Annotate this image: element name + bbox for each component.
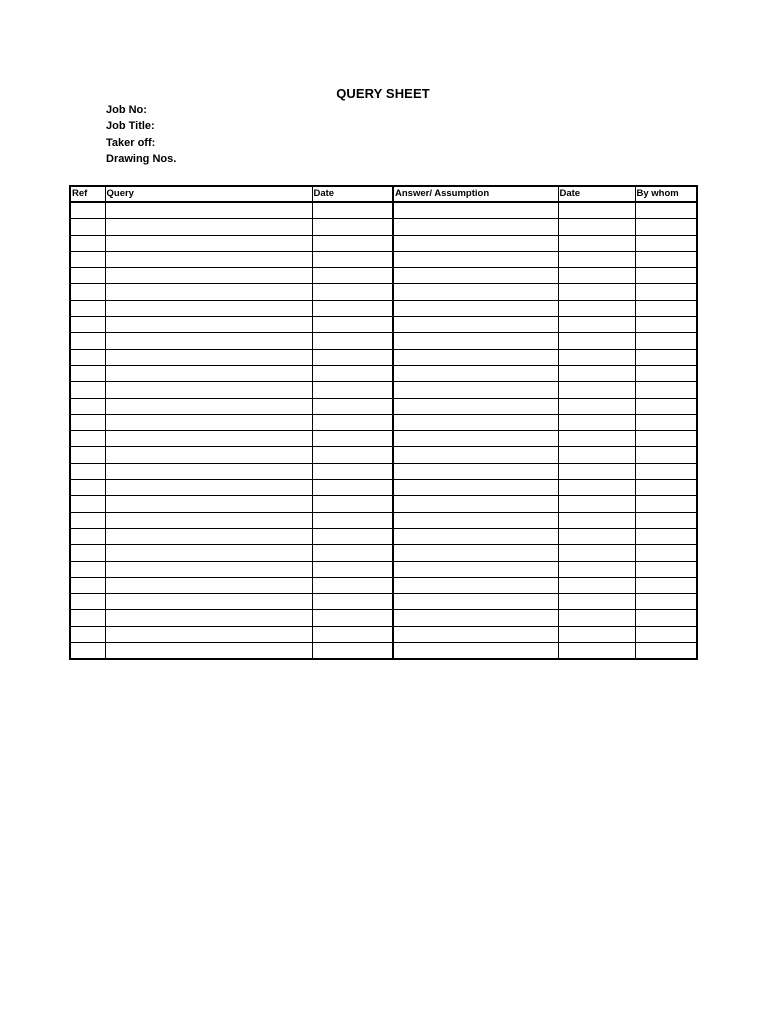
cell-by-whom[interactable] <box>635 626 697 642</box>
cell-query[interactable] <box>105 626 312 642</box>
table-row <box>70 333 697 349</box>
cell-date2[interactable] <box>558 594 635 610</box>
cell-date2[interactable] <box>558 414 635 430</box>
cell-query[interactable] <box>105 219 312 235</box>
cell-query[interactable] <box>105 496 312 512</box>
cell-answer[interactable] <box>393 496 558 512</box>
table-body <box>70 202 697 659</box>
cell-date[interactable] <box>312 594 393 610</box>
cell-answer[interactable] <box>393 365 558 381</box>
cell-by-whom[interactable] <box>635 610 697 626</box>
cell-date2[interactable] <box>558 349 635 365</box>
cell-date[interactable] <box>312 610 393 626</box>
cell-query[interactable] <box>105 317 312 333</box>
cell-query[interactable] <box>105 431 312 447</box>
job-title-label: Job Title: <box>106 120 155 133</box>
cell-query[interactable] <box>105 251 312 267</box>
cell-answer[interactable] <box>393 300 558 316</box>
cell-ref[interactable] <box>70 610 105 626</box>
table-row <box>70 528 697 544</box>
cell-query[interactable] <box>105 382 312 398</box>
table-row <box>70 643 697 660</box>
cell-ref[interactable] <box>70 251 105 267</box>
cell-by-whom[interactable] <box>635 300 697 316</box>
column-header-ref: Ref <box>70 186 105 202</box>
cell-date2[interactable] <box>558 561 635 577</box>
cell-date[interactable] <box>312 300 393 316</box>
cell-date[interactable] <box>312 512 393 528</box>
column-header-by-whom: By whom <box>635 186 697 202</box>
table-row <box>70 512 697 528</box>
cell-ref[interactable] <box>70 512 105 528</box>
cell-ref[interactable] <box>70 594 105 610</box>
cell-by-whom[interactable] <box>635 317 697 333</box>
cell-query[interactable] <box>105 349 312 365</box>
cell-date2[interactable] <box>558 251 635 267</box>
cell-date[interactable] <box>312 382 393 398</box>
cell-by-whom[interactable] <box>635 382 697 398</box>
cell-date2[interactable] <box>558 219 635 235</box>
cell-date[interactable] <box>312 365 393 381</box>
table-row <box>70 594 697 610</box>
cell-date[interactable] <box>312 577 393 593</box>
cell-by-whom[interactable] <box>635 251 697 267</box>
cell-date2[interactable] <box>558 382 635 398</box>
cell-ref[interactable] <box>70 333 105 349</box>
cell-ref[interactable] <box>70 202 105 219</box>
cell-by-whom[interactable] <box>635 349 697 365</box>
cell-date2[interactable] <box>558 512 635 528</box>
cell-ref[interactable] <box>70 219 105 235</box>
cell-date[interactable] <box>312 431 393 447</box>
cell-date[interactable] <box>312 545 393 561</box>
cell-date[interactable] <box>312 643 393 660</box>
cell-date[interactable] <box>312 235 393 251</box>
cell-ref[interactable] <box>70 528 105 544</box>
cell-date2[interactable] <box>558 268 635 284</box>
cell-by-whom[interactable] <box>635 284 697 300</box>
cell-answer[interactable] <box>393 268 558 284</box>
cell-by-whom[interactable] <box>635 398 697 414</box>
table-row <box>70 300 697 316</box>
cell-date2[interactable] <box>558 480 635 496</box>
cell-by-whom[interactable] <box>635 545 697 561</box>
cell-answer[interactable] <box>393 414 558 430</box>
cell-date[interactable] <box>312 463 393 479</box>
column-header-answer: Answer/ Assumption <box>393 186 558 202</box>
cell-by-whom[interactable] <box>635 202 697 219</box>
table-row <box>70 414 697 430</box>
cell-date2[interactable] <box>558 300 635 316</box>
cell-ref[interactable] <box>70 235 105 251</box>
cell-query[interactable] <box>105 610 312 626</box>
cell-query[interactable] <box>105 300 312 316</box>
cell-query[interactable] <box>105 594 312 610</box>
cell-date[interactable] <box>312 317 393 333</box>
table-row <box>70 235 697 251</box>
cell-query[interactable] <box>105 235 312 251</box>
cell-query[interactable] <box>105 398 312 414</box>
table-row <box>70 398 697 414</box>
column-header-query: Query <box>105 186 312 202</box>
table-row <box>70 480 697 496</box>
cell-date2[interactable] <box>558 626 635 642</box>
cell-ref[interactable] <box>70 317 105 333</box>
taker-off-label: Taker off: <box>106 136 156 149</box>
cell-answer[interactable] <box>393 447 558 463</box>
cell-date2[interactable] <box>558 496 635 512</box>
table-row <box>70 349 697 365</box>
cell-ref[interactable] <box>70 268 105 284</box>
cell-query[interactable] <box>105 463 312 479</box>
cell-date2[interactable] <box>558 447 635 463</box>
table-row <box>70 219 697 235</box>
cell-answer[interactable] <box>393 594 558 610</box>
cell-query[interactable] <box>105 284 312 300</box>
cell-date2[interactable] <box>558 431 635 447</box>
cell-date2[interactable] <box>558 284 635 300</box>
cell-ref[interactable] <box>70 577 105 593</box>
cell-answer[interactable] <box>393 398 558 414</box>
cell-by-whom[interactable] <box>635 365 697 381</box>
cell-date2[interactable] <box>558 643 635 660</box>
job-no-label: Job No: <box>106 104 147 116</box>
cell-by-whom[interactable] <box>635 577 697 593</box>
cell-answer[interactable] <box>393 561 558 577</box>
cell-answer[interactable] <box>393 202 558 219</box>
table-row <box>70 545 697 561</box>
cell-date[interactable] <box>312 414 393 430</box>
cell-ref[interactable] <box>70 365 105 381</box>
table-row <box>70 202 697 219</box>
cell-by-whom[interactable] <box>635 414 697 430</box>
cell-date2[interactable] <box>558 610 635 626</box>
table-row <box>70 284 697 300</box>
cell-ref[interactable] <box>70 349 105 365</box>
cell-date[interactable] <box>312 496 393 512</box>
cell-query[interactable] <box>105 561 312 577</box>
cell-date[interactable] <box>312 284 393 300</box>
cell-ref[interactable] <box>70 496 105 512</box>
drawing-nos-label: Drawing Nos. <box>106 153 177 166</box>
cell-query[interactable] <box>105 447 312 463</box>
cell-date2[interactable] <box>558 333 635 349</box>
cell-date2[interactable] <box>558 528 635 544</box>
cell-ref[interactable] <box>70 398 105 414</box>
table-row <box>70 577 697 593</box>
cell-answer[interactable] <box>393 480 558 496</box>
cell-answer[interactable] <box>393 463 558 479</box>
table-row <box>70 317 697 333</box>
cell-date[interactable] <box>312 447 393 463</box>
cell-date[interactable] <box>312 268 393 284</box>
cell-by-whom[interactable] <box>635 496 697 512</box>
cell-ref[interactable] <box>70 626 105 642</box>
cell-date[interactable] <box>312 398 393 414</box>
cell-date2[interactable] <box>558 545 635 561</box>
cell-answer[interactable] <box>393 317 558 333</box>
cell-date[interactable] <box>312 202 393 219</box>
table-row <box>70 610 697 626</box>
cell-by-whom[interactable] <box>635 431 697 447</box>
cell-ref[interactable] <box>70 561 105 577</box>
cell-date2[interactable] <box>558 202 635 219</box>
cell-query[interactable] <box>105 545 312 561</box>
cell-ref[interactable] <box>70 431 105 447</box>
cell-date[interactable] <box>312 626 393 642</box>
cell-ref[interactable] <box>70 300 105 316</box>
query-table <box>69 185 698 660</box>
cell-ref[interactable] <box>70 463 105 479</box>
cell-date[interactable] <box>312 349 393 365</box>
cell-by-whom[interactable] <box>635 463 697 479</box>
table-row <box>70 626 697 642</box>
cell-ref[interactable] <box>70 643 105 660</box>
cell-by-whom[interactable] <box>635 333 697 349</box>
cell-ref[interactable] <box>70 414 105 430</box>
table-row <box>70 431 697 447</box>
cell-answer[interactable] <box>393 235 558 251</box>
cell-answer[interactable] <box>393 382 558 398</box>
cell-query[interactable] <box>105 480 312 496</box>
cell-answer[interactable] <box>393 219 558 235</box>
cell-answer[interactable] <box>393 545 558 561</box>
cell-query[interactable] <box>105 512 312 528</box>
cell-by-whom[interactable] <box>635 561 697 577</box>
cell-answer[interactable] <box>393 577 558 593</box>
table-row <box>70 496 697 512</box>
table-row <box>70 268 697 284</box>
cell-date2[interactable] <box>558 365 635 381</box>
cell-date2[interactable] <box>558 577 635 593</box>
cell-by-whom[interactable] <box>635 528 697 544</box>
table-row <box>70 447 697 463</box>
cell-ref[interactable] <box>70 480 105 496</box>
cell-answer[interactable] <box>393 431 558 447</box>
cell-answer[interactable] <box>393 643 558 660</box>
cell-query[interactable] <box>105 365 312 381</box>
cell-ref[interactable] <box>70 545 105 561</box>
page-title: QUERY SHEET <box>336 86 430 101</box>
cell-date[interactable] <box>312 528 393 544</box>
cell-by-whom[interactable] <box>635 512 697 528</box>
cell-query[interactable] <box>105 643 312 660</box>
cell-by-whom[interactable] <box>635 594 697 610</box>
cell-date[interactable] <box>312 219 393 235</box>
cell-by-whom[interactable] <box>635 219 697 235</box>
cell-date2[interactable] <box>558 317 635 333</box>
cell-answer[interactable] <box>393 626 558 642</box>
cell-date2[interactable] <box>558 463 635 479</box>
cell-answer[interactable] <box>393 512 558 528</box>
job-details <box>106 102 176 168</box>
cell-by-whom[interactable] <box>635 235 697 251</box>
cell-answer[interactable] <box>393 610 558 626</box>
table-row <box>70 382 697 398</box>
cell-query[interactable] <box>105 577 312 593</box>
column-header-date: Date <box>312 186 393 202</box>
header-row <box>70 186 697 202</box>
cell-query[interactable] <box>105 333 312 349</box>
cell-ref[interactable] <box>70 382 105 398</box>
cell-by-whom[interactable] <box>635 447 697 463</box>
table-row <box>70 251 697 267</box>
cell-query[interactable] <box>105 414 312 430</box>
cell-date[interactable] <box>312 251 393 267</box>
column-header-date-answered: Date <box>558 186 635 202</box>
cell-answer[interactable] <box>393 251 558 267</box>
cell-by-whom[interactable] <box>635 480 697 496</box>
table-row <box>70 365 697 381</box>
cell-query[interactable] <box>105 528 312 544</box>
cell-answer[interactable] <box>393 284 558 300</box>
cell-date[interactable] <box>312 333 393 349</box>
cell-ref[interactable] <box>70 447 105 463</box>
cell-by-whom[interactable] <box>635 643 697 660</box>
cell-answer[interactable] <box>393 333 558 349</box>
cell-answer[interactable] <box>393 349 558 365</box>
cell-date[interactable] <box>312 561 393 577</box>
cell-date[interactable] <box>312 480 393 496</box>
cell-date2[interactable] <box>558 235 635 251</box>
cell-date2[interactable] <box>558 398 635 414</box>
table-row <box>70 463 697 479</box>
cell-answer[interactable] <box>393 528 558 544</box>
cell-ref[interactable] <box>70 284 105 300</box>
cell-query[interactable] <box>105 202 312 219</box>
cell-by-whom[interactable] <box>635 268 697 284</box>
cell-query[interactable] <box>105 268 312 284</box>
table-row <box>70 561 697 577</box>
